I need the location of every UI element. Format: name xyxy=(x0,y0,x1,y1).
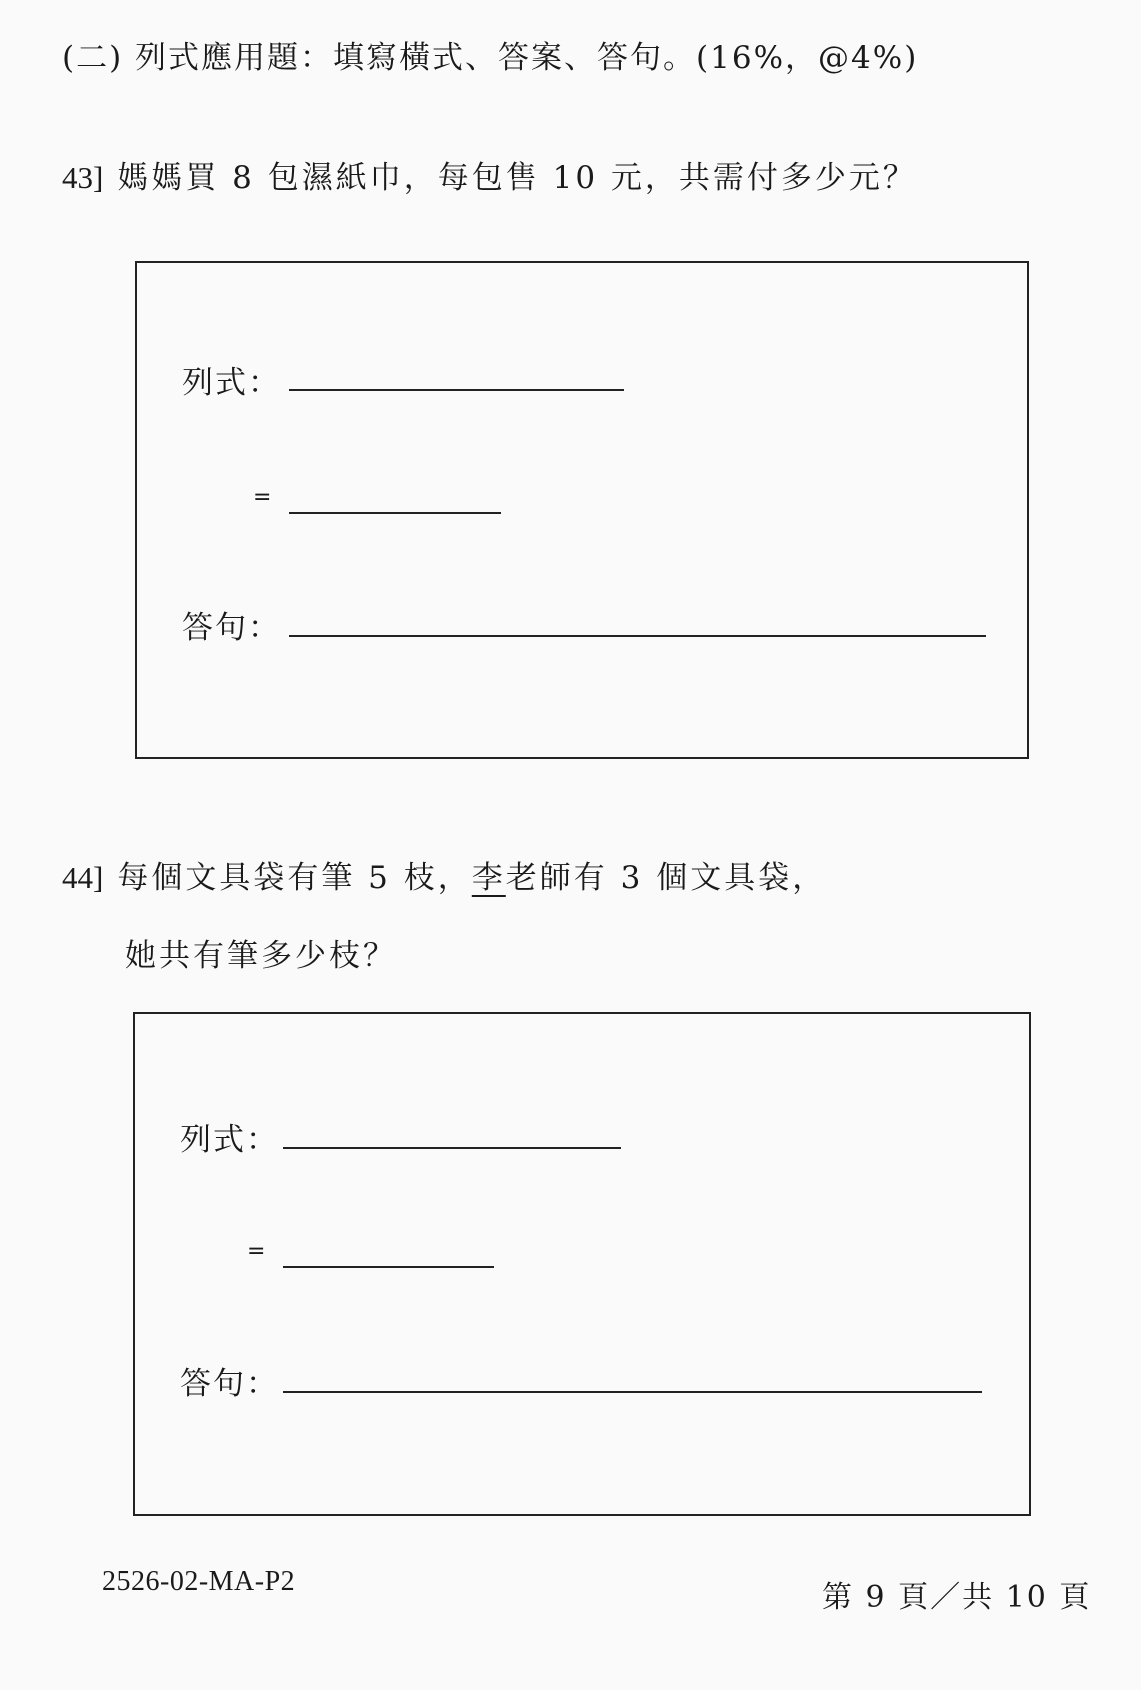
page-number: 第 9 頁／共 10 頁 xyxy=(822,1580,1092,1615)
equals-sign: = xyxy=(253,485,272,510)
formula-input-line[interactable] xyxy=(283,1147,621,1149)
answer-sentence-label: 答句： xyxy=(182,610,281,646)
question-number: 44] xyxy=(62,860,104,895)
question-text-part1: 每個文具袋有筆 5 枝， xyxy=(117,860,472,896)
section-title: (二) 列式應用題：填寫橫式、答案、答句。(16%，@4%) xyxy=(62,40,919,76)
answer-input-line[interactable] xyxy=(289,512,501,514)
answer-box-44 xyxy=(133,1012,1031,1516)
paper-code: 2526-02-MA-P2 xyxy=(102,1566,296,1597)
formula-label: 列式： xyxy=(182,365,281,401)
question-text-part2: 老師有 3 個文具袋， xyxy=(505,860,827,896)
proper-name: 李 xyxy=(471,860,506,896)
answer-box-43 xyxy=(135,261,1029,759)
answer-sentence-input-line[interactable] xyxy=(283,1391,982,1393)
formula-label: 列式： xyxy=(180,1122,279,1158)
question-number: 43] xyxy=(62,160,104,195)
question-44-line1 xyxy=(62,852,826,897)
equals-sign: = xyxy=(247,1239,266,1264)
answer-input-line[interactable] xyxy=(283,1266,494,1268)
question-text: 媽媽買 8 包濕紙巾，每包售 10 元，共需付多少元？ xyxy=(117,160,917,196)
question-43 xyxy=(62,152,917,197)
answer-sentence-label: 答句： xyxy=(180,1366,279,1402)
formula-input-line[interactable] xyxy=(289,389,624,391)
answer-sentence-input-line[interactable] xyxy=(289,635,986,637)
question-44-line2: 她共有筆多少枝？ xyxy=(125,938,397,974)
